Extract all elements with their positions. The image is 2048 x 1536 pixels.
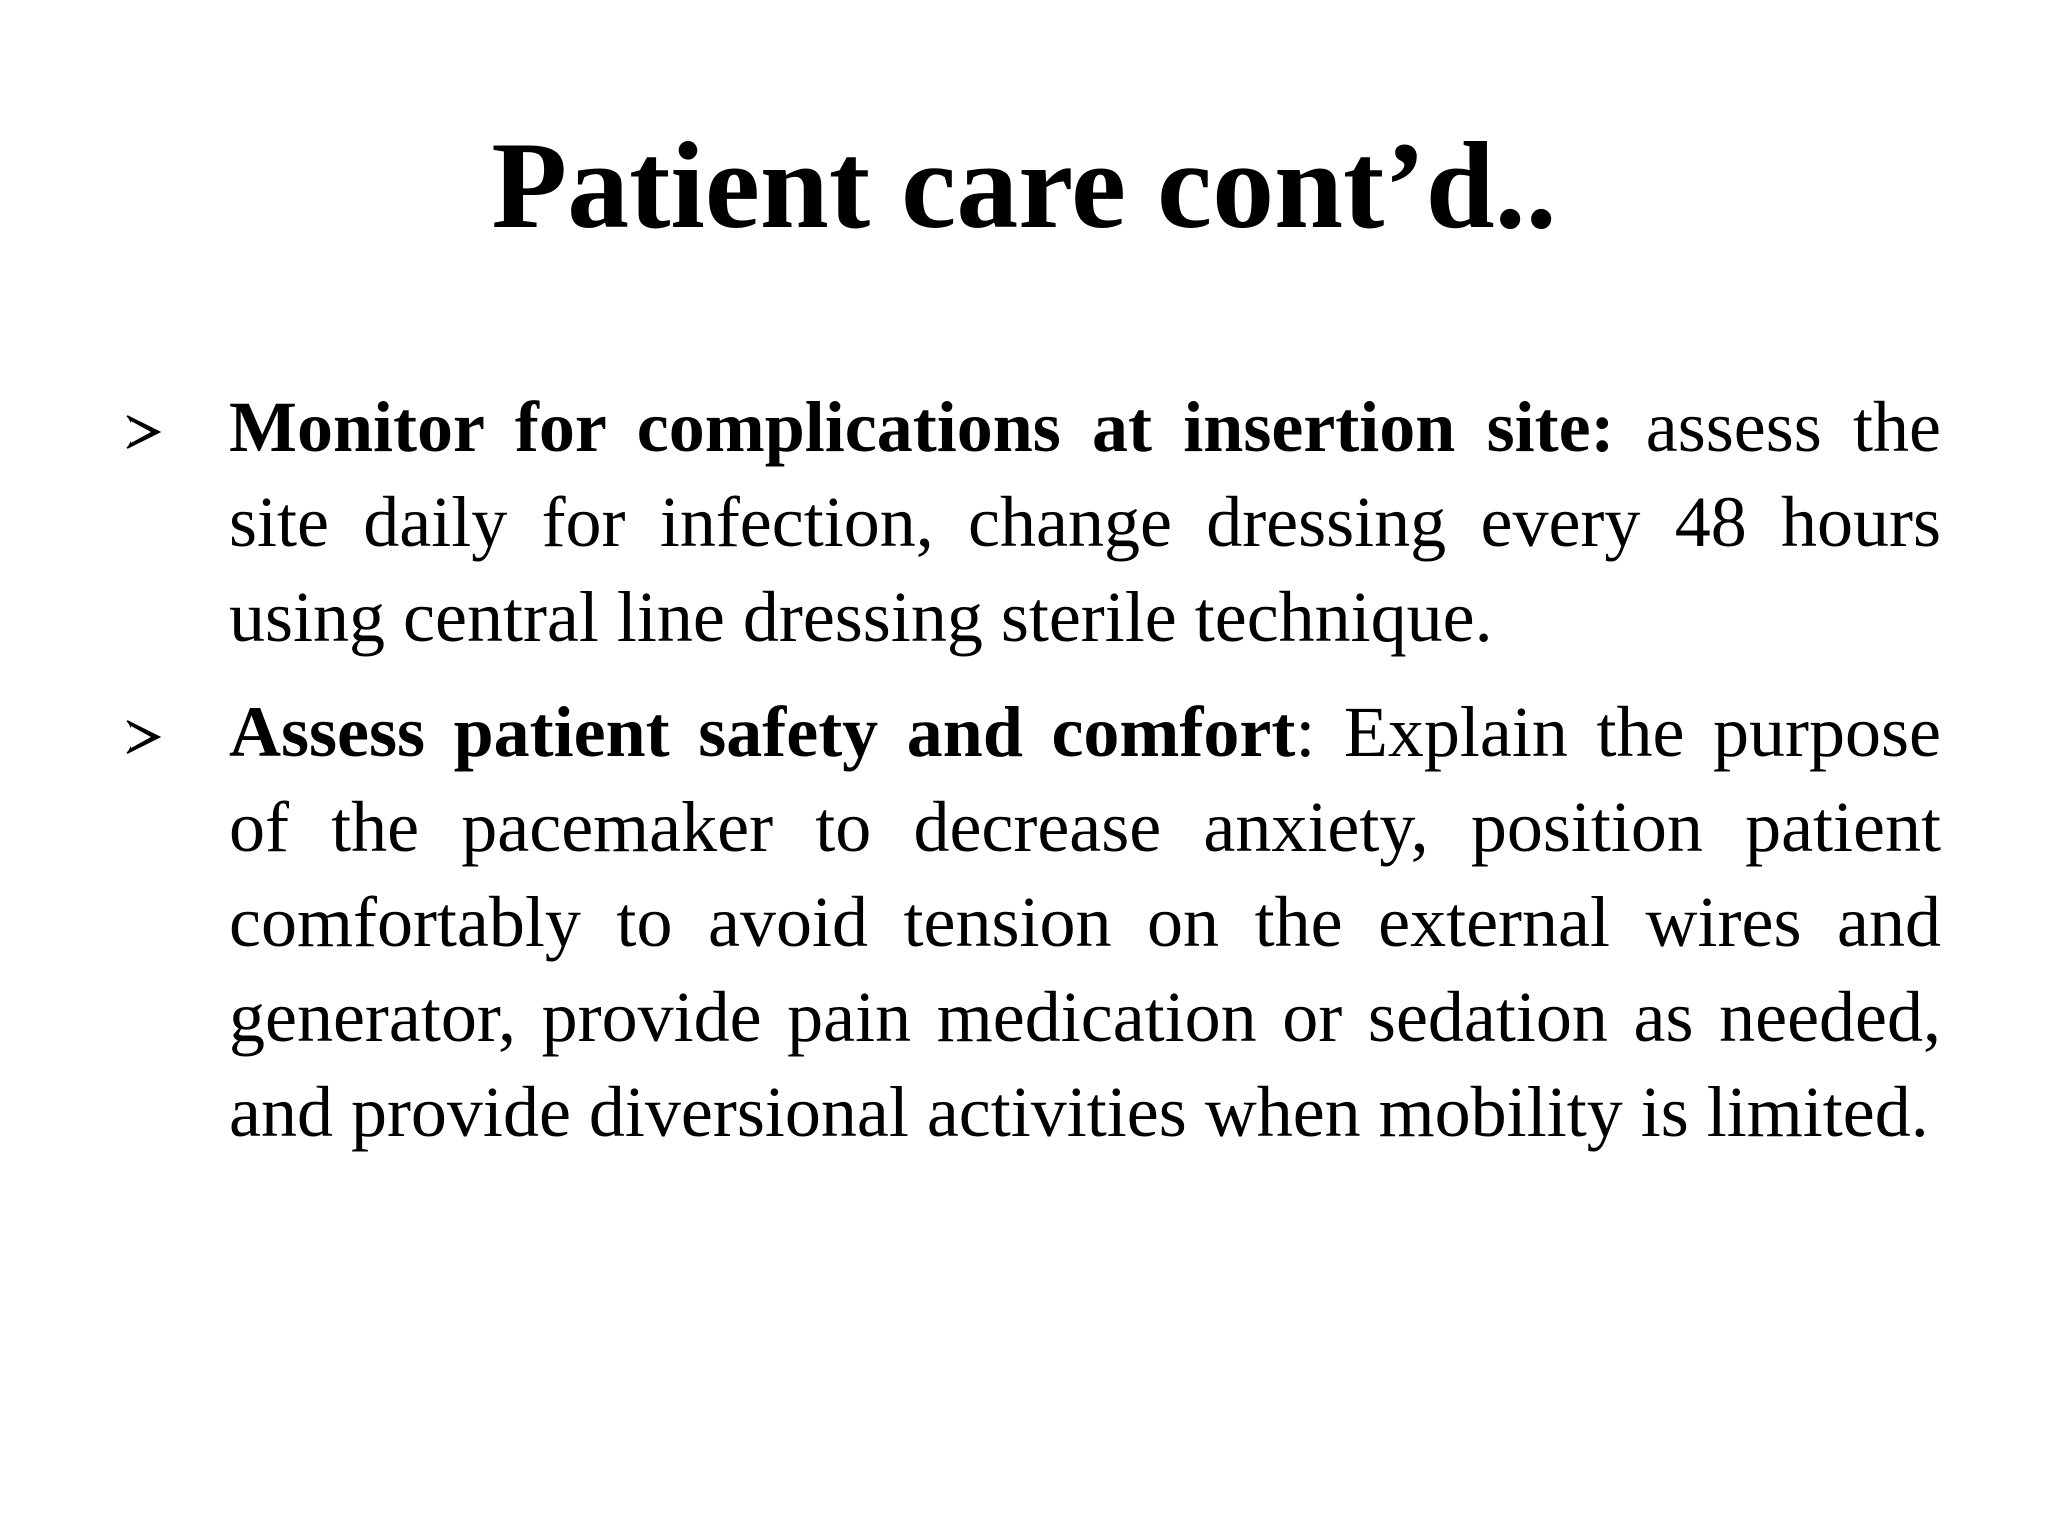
bullet-text: assess the site daily for infection, change dressing every 48 hours using central line dressing sterile technique. — [229, 387, 1942, 657]
slide-title: Patient care cont’d.. — [491, 117, 1557, 254]
arrowhead-bullet-icon — [125, 719, 161, 755]
arrowhead-bullet-icon — [125, 414, 161, 450]
bullet-separator: : — [1295, 692, 1316, 772]
bullet-item — [229, 685, 1941, 1160]
bullet-item — [229, 380, 1941, 665]
bullet-heading: Monitor for complications at insertion site: — [229, 387, 1615, 467]
bullet-heading: Assess patient safety and comfort — [229, 692, 1296, 772]
bullet-text: Explain the purpose of the pacemaker to decrease anxiety, position patient comfortably to avoid tension on the external wires and generator, provide pain medication or sedation as needed, and provide diversional activities when mobility is limited. — [229, 692, 1942, 1152]
bullet-list — [0, 380, 2048, 1180]
